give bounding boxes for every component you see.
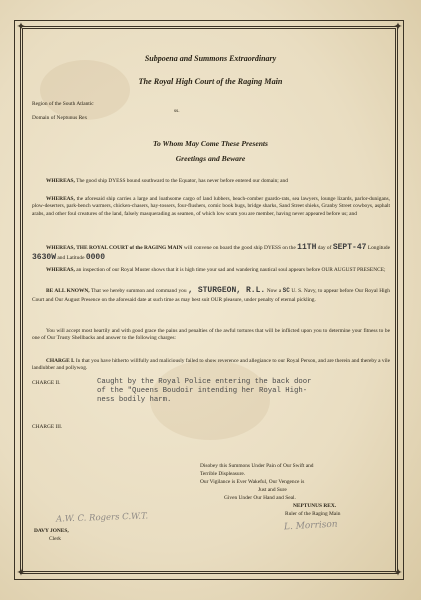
filled-date: SEPT-47 (332, 243, 367, 252)
paragraph-4-text: an inspection of our Royal Muster shows that it is high time your sad and wandering nautical soul appears before OUR AUGUST PRESENCE; (76, 267, 386, 273)
court-title: The Royal High Court of the Raging Main (138, 77, 283, 86)
closing-line-4: Just and Sure (258, 487, 287, 493)
paragraph-2-text: the aforesaid ship carries a large and loathsome cargo of land lubbers, beach-comber guardo-rats, sea lawyers, lounge lizards, parlor-dunigans, plow-deserters, park-bench warmers, chicken-chasers, hay-tossers, four-flushers, comic book bugs, bridge sharks, Sand Street shieks, Granby Street cowboys, asphalt arabs, and other foul creatures of the land, falsely masquerading as seamen, of which low scum you are member, having never appeared before us; and (32, 196, 390, 217)
corner-ornament: ✦ (16, 21, 26, 33)
charge-1 (32, 358, 390, 373)
closing-line-3: Our Vigilance is Ever Wakeful, Our Vengence is (200, 479, 305, 485)
charge-1-label: CHARGE I. (46, 358, 75, 364)
greeting-line-1: To Whom May Come These Presents (153, 139, 268, 148)
paragraph-5 (32, 287, 390, 304)
closing-line-2: Terrible Displeasure. (200, 471, 246, 477)
handwritten-signature-right: L. Morrison (283, 519, 338, 533)
clerk-name: DAVY JONES, (34, 528, 69, 534)
be-all-known-label: BE ALL KNOWN, (46, 288, 90, 294)
paragraph-3-text-b: day of (317, 245, 332, 251)
closing-line-1: Disobey this Summons Under Pain of Our Swift and (200, 463, 314, 469)
paragraph-3-text-a: will convene on board the good ship DYESS on the (183, 245, 296, 251)
paragraph-5-text-b: U. S. Navy, to appear before Our Royal High Court and Our August Presence on the aforesaid date at such time as may best suit OUR pleasure, under penalty of eternal pickling. (32, 288, 390, 303)
whereas-label: WHEREAS, (46, 267, 75, 273)
paragraph-1-text: The good ship DYESS bound southward to the Equator, has never before entered our domain; and (76, 178, 288, 184)
paragraph-5-now: Now a (266, 288, 282, 294)
ss-mark: ss. (174, 108, 180, 114)
filled-name: , STURGEON, R.L. (188, 286, 266, 295)
handwritten-signature-left: A.W. C. Rogers C.W.T. (55, 511, 149, 525)
charge-3-label: CHARGE III. (32, 424, 63, 430)
paragraph-3-text-c: Longitude (367, 245, 390, 251)
greeting-line-2: Greetings and Beware (175, 154, 246, 163)
whereas-label: WHEREAS, (46, 196, 75, 202)
filled-rate: SC (282, 287, 290, 294)
region-line: Region of the South Atlantic (32, 101, 94, 107)
paragraph-2 (32, 196, 390, 218)
clerk-title: Clerk (49, 536, 61, 542)
neptunus-rex: NEPTUNUS REX. (293, 503, 337, 509)
charge-2-label: CHARGE II. (32, 380, 61, 386)
corner-ornament: ✦ (393, 21, 403, 33)
corner-ornament: ✦ (16, 567, 26, 579)
ruler-line: Ruler of the Raging Main (285, 511, 341, 517)
paragraph-3 (32, 243, 390, 263)
corner-ornament: ✦ (393, 567, 403, 579)
filled-latitude: 0000 (85, 253, 106, 262)
whereas-label: WHEREAS, (46, 178, 75, 184)
paragraph-4 (32, 267, 390, 274)
paragraph-5-text-a: That we hereby summon and command you (91, 288, 187, 294)
paragraph-1 (32, 178, 390, 185)
whereas-court-label: WHEREAS, THE ROYAL COURT of the RAGING MAIN (46, 245, 183, 251)
paragraph-6: You will accept most heartily and with good grace the pains and penalties of the awful tortures that will be inflicted upon you to determine your fitness to be one of Our Trusty Shellbacks and answer to the following charges: (32, 328, 390, 342)
charge-2-typed-text: Caught by the Royal Police entering the back door of the "Queens Boudoir intending her Royal High- ness bodily harm. (97, 378, 312, 404)
closing-line-5: Given Under Our Hand and Seal. (224, 495, 296, 501)
domain-line: Domain of Neptunus Rex (32, 115, 88, 121)
charge-1-text: In that you have hitherto willfully and maliciously failed to show reverence and allegiance to our Royal Person, and are therein and thereby a vile landlubber and pollywog. (32, 358, 390, 372)
filled-longitude: 3630W (32, 253, 57, 262)
paragraph-3-text-d: and Latitude (57, 255, 85, 261)
filled-day: 11TH (297, 243, 317, 252)
document-title: Subpoena and Summons Extraordinary (144, 54, 277, 63)
